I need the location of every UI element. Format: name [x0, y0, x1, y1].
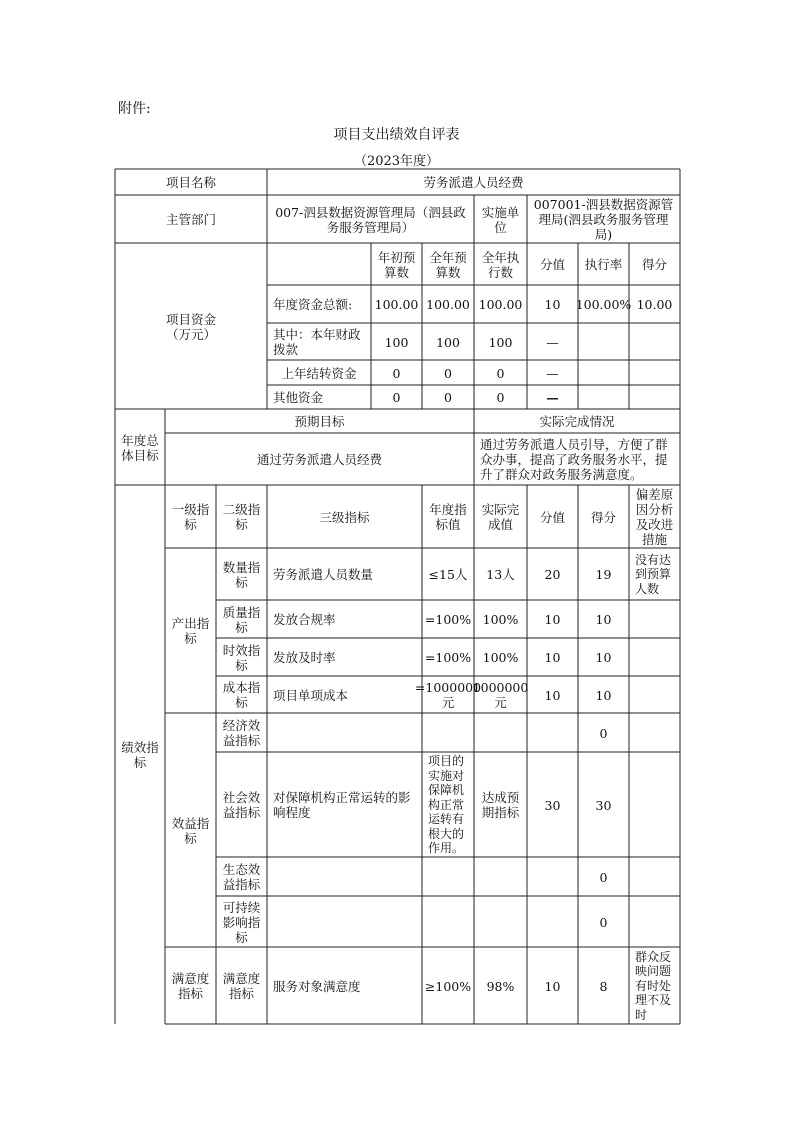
funds-cell: 0	[444, 390, 452, 405]
target-value: =100%	[424, 612, 472, 627]
got-score: 10	[595, 650, 612, 665]
funds-cell: 0	[392, 365, 401, 381]
dept-value: 007-泗县数据资源管理局（泗县政务服务管理局）	[275, 204, 466, 235]
perf-header: 二级指标	[222, 502, 261, 532]
level3-indicator: 项目单项成本	[273, 687, 349, 703]
perf-header: 分值	[539, 509, 565, 525]
level3-indicator: 服务对象满意度	[273, 978, 361, 994]
actual-value: 100%	[482, 612, 519, 627]
perf-header: 得分	[590, 509, 616, 525]
attachment-label: 附件:	[118, 101, 151, 117]
deviation-note	[630, 601, 679, 638]
funds-row-label: 其他资金	[273, 390, 324, 405]
actual-value	[475, 714, 526, 752]
actual-value: 98%	[486, 978, 515, 994]
score-value: 10	[544, 687, 561, 703]
funds-cell: 100.00	[478, 297, 523, 312]
level2-indicator: 生态效益指标	[222, 862, 261, 892]
actual-value	[475, 897, 526, 947]
funds-header: 执行率	[584, 257, 623, 272]
funds-cell: 10	[544, 297, 561, 312]
deviation-note: 群众反映问题有时处理不及时	[635, 949, 672, 1022]
level3-indicator: 发放及时率	[273, 650, 336, 665]
score-value: 20	[544, 567, 561, 582]
funds-cell: 100	[436, 334, 460, 350]
project-name-value: 劳务派遣人员经费	[423, 175, 524, 190]
perf-header: 偏差原因分析及改进措施	[635, 487, 674, 547]
project-name-label: 项目名称	[165, 175, 216, 190]
level2-indicator: 时效指标	[222, 642, 261, 673]
actual-value	[475, 858, 526, 896]
score-value	[528, 897, 577, 947]
actual-value: 1000000元	[472, 680, 529, 710]
target-value: 项目的实施对保障机构正常运转有根大的作用。	[428, 754, 465, 856]
actual-goal-header: 实际完成情况	[539, 414, 615, 429]
expected-goal-header: 预期目标	[294, 414, 345, 429]
actual-value: 达成预期指标	[481, 790, 520, 820]
funds-header: 年初预算数	[377, 249, 416, 280]
perf-header: 年度指标值	[429, 502, 467, 532]
got-score: 30	[595, 797, 612, 813]
level2-indicator: 数量指标	[222, 559, 261, 590]
score-value: 10	[544, 650, 561, 665]
score-value: 30	[544, 797, 561, 813]
level2-indicator: 成本指标	[222, 680, 261, 710]
got-score: 19	[595, 567, 612, 582]
funds-cell: 100.00	[426, 297, 470, 312]
score-value: 10	[544, 978, 561, 994]
level2-indicator: 经济效益指标	[222, 718, 261, 748]
level3-indicator: 对保障机构正常运转的影响程度	[273, 790, 411, 820]
funds-cell: 100.00%	[575, 297, 632, 312]
level2-indicator: 社会效益指标	[222, 790, 261, 820]
funds-cell: —	[546, 390, 559, 405]
funds-cell: 0	[496, 390, 505, 405]
funds-cell	[630, 324, 679, 360]
funds-cell	[630, 386, 679, 409]
got-score: 10	[595, 612, 612, 627]
form-title: 项目支出绩效自评表	[333, 127, 460, 143]
funds-cell	[579, 361, 628, 385]
funds-cell: 100	[488, 334, 513, 350]
satisfaction-indicator-group: 满意度指标	[171, 971, 210, 1001]
dept-label: 主管部门	[165, 212, 216, 227]
performance-label: 绩效指标	[121, 740, 159, 770]
score-value	[528, 714, 577, 752]
funds-row-label: 年度资金总额:	[273, 297, 353, 312]
deviation-note	[630, 714, 679, 752]
funds-cell: 100.00	[374, 297, 419, 312]
deviation-note	[630, 753, 679, 857]
got-score: 0	[599, 725, 608, 741]
impl-label: 实施单位	[481, 204, 520, 235]
perf-header: 一级指标	[171, 502, 210, 532]
level3-indicator	[268, 858, 421, 896]
funds-cell	[579, 324, 628, 360]
actual-value: 13人	[486, 567, 515, 582]
funds-cell: —	[546, 334, 559, 350]
funds-row-label: 其中：本年财政拨款	[273, 327, 361, 357]
benefit-indicator-group: 效益指标	[171, 815, 210, 846]
target-value: ≥100%	[424, 978, 472, 994]
target-value	[423, 858, 473, 896]
level2-indicator: 满意度指标	[222, 971, 261, 1001]
funds-cell: 0	[392, 390, 401, 405]
level3-indicator	[268, 714, 421, 752]
level3-indicator: 发放合规率	[273, 612, 336, 627]
score-value	[528, 858, 577, 896]
target-value: ≤15人	[428, 567, 468, 582]
deviation-note	[630, 639, 679, 676]
target-value	[423, 714, 473, 752]
funds-header: 分值	[539, 257, 565, 272]
funds-cell: —	[546, 365, 559, 381]
target-value	[423, 897, 473, 947]
goals-label: 年度总体目标	[121, 432, 159, 463]
deviation-note: 没有达到预算人数	[635, 552, 672, 596]
impl-value: 007001-泗县数据资源管理局(泗县政务服务管理局)	[533, 197, 674, 242]
funds-cell: 0	[444, 365, 452, 381]
level3-indicator: 劳务派遣人员数量	[273, 567, 374, 582]
perf-header: 实际完成值	[481, 502, 520, 532]
funds-header: 全年执行数	[481, 249, 520, 280]
funds-label: 项目资金 （万元）	[165, 311, 216, 342]
funds-row-label: 上年结转资金	[281, 365, 357, 381]
score-value: 10	[544, 612, 561, 627]
expected-goal-text: 通过劳务派遣人员经费	[256, 452, 382, 467]
funds-cell: 10.00	[636, 297, 673, 312]
form-year: （2023年度）	[353, 154, 440, 169]
level2-indicator: 可持续影响指标	[222, 899, 261, 945]
got-score: 10	[595, 687, 612, 703]
deviation-note	[630, 897, 679, 947]
target-value: =100%	[424, 650, 472, 665]
funds-cell	[630, 361, 679, 385]
funds-header: 得分	[641, 257, 667, 272]
funds-cell: 0	[496, 365, 505, 381]
deviation-note	[630, 858, 679, 896]
got-score: 0	[599, 869, 608, 885]
level2-indicator: 质量指标	[222, 604, 261, 635]
funds-cell: 100	[384, 334, 409, 350]
funds-header: 全年预算数	[429, 249, 467, 280]
level3-indicator	[268, 897, 421, 947]
got-score: 8	[599, 978, 608, 994]
perf-header: 三级指标	[319, 509, 370, 525]
actual-value: 100%	[482, 650, 519, 665]
deviation-note	[630, 677, 679, 713]
got-score: 0	[599, 914, 608, 930]
actual-goal-text: 通过劳务派遣人员引导，方便了群众办事，提高了政务服务水平，提升了群众对政务服务满意度。	[480, 437, 668, 482]
output-indicator-group: 产出指标	[171, 616, 210, 646]
target-value: =1000000元	[414, 680, 482, 710]
funds-cell	[579, 386, 628, 409]
